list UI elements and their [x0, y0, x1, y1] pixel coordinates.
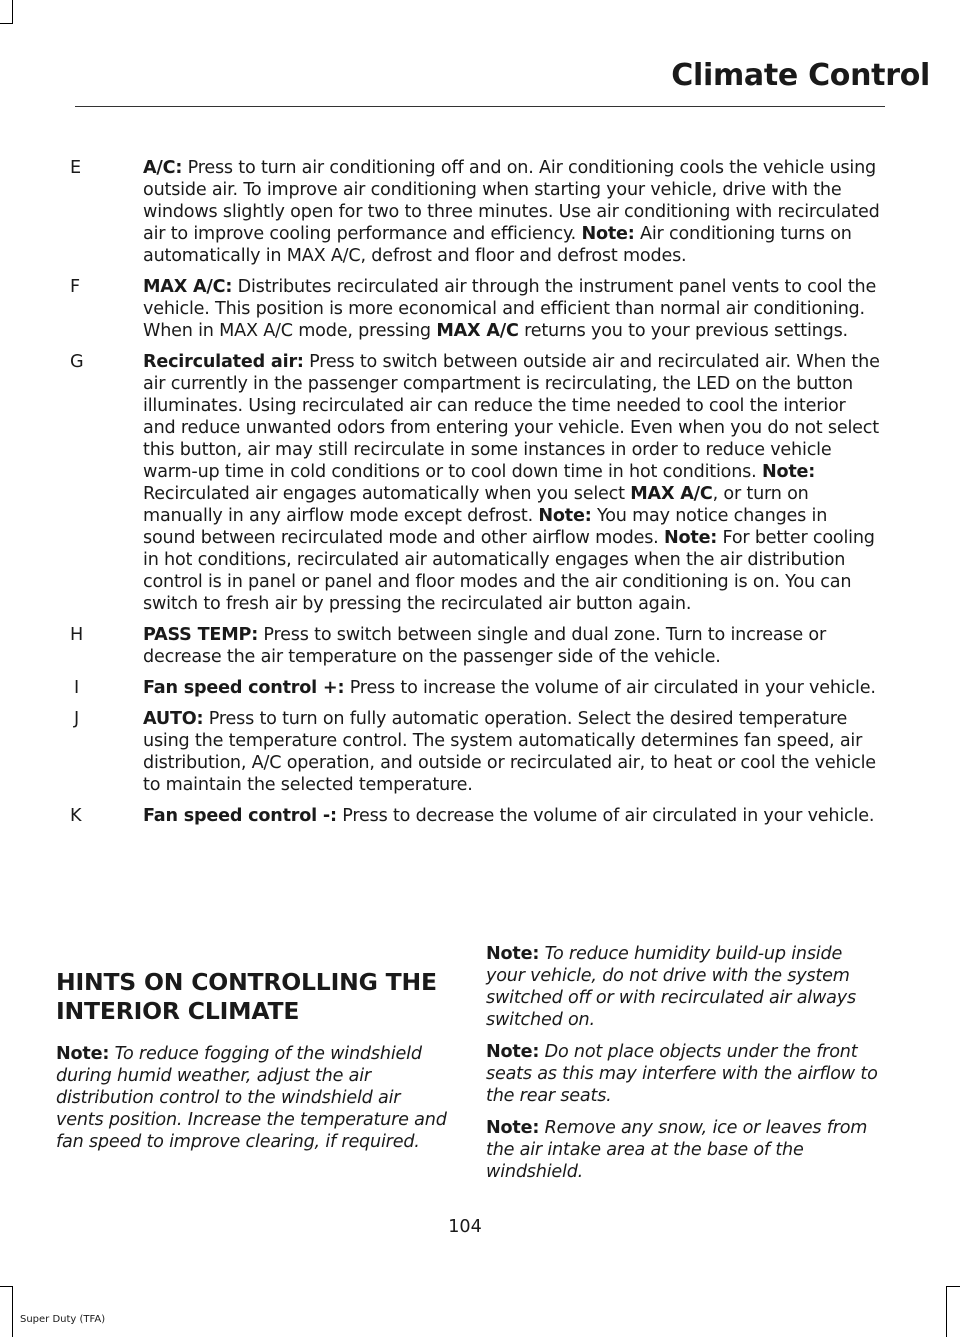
list-item [62, 805, 882, 827]
item-text: Press to turn on fully automatic operation. Select the desired temperature using the temperature control. The system automatically determines fan speed, air distribution, A/C operation, and outside or recirculated air, to heat or cool the vehicle to maintain the selected temperature. [143, 709, 876, 795]
note-text: Do not place objects under the front seats as this may interfere with the airflow to the rear seats. [486, 1042, 878, 1106]
inline-bold: MAX A/C [630, 484, 713, 504]
list-item [62, 624, 882, 668]
item-description [143, 677, 882, 699]
hints-right-column [486, 943, 884, 1193]
note-text: To reduce fogging of the windshield during humid weather, adjust the air distribution control to the windshield air vents position. Increase the temperature and fan speed to improve clearing, if required. [56, 1044, 447, 1152]
item-letter: K [70, 806, 82, 826]
item-text: For better cooling in hot conditions, recirculated air automatically engages when the air distribution control is in panel or panel and floor modes and the air conditioning is on. You can switch to fresh air by pressing the recirculated air button again. [143, 528, 875, 614]
item-letter: I [74, 678, 80, 698]
hint-note [56, 1043, 451, 1153]
item-description [143, 351, 882, 615]
crop-mark [0, 1286, 13, 1287]
hint-note [486, 1041, 884, 1107]
note-label: Note: [56, 1044, 110, 1064]
header-divider [75, 106, 885, 107]
page-title: Climate Control [671, 58, 930, 93]
item-label: A/C: [143, 158, 183, 178]
item-text: , or turn on manually in any airflow mode except defrost. [143, 484, 809, 526]
item-label: Fan speed control +: [143, 678, 345, 698]
item-text: Distributes recirculated air through the instrument panel vents to cool the vehicle. This position is more economical and efficient than normal air conditioning. When in MAX A/C mode, pressing [143, 277, 877, 341]
item-text: Press to switch between single and dual zone. Turn to increase or decrease the air temperature on the passenger side of the vehicle. [143, 625, 827, 667]
crop-mark [946, 1286, 960, 1287]
note-text: To reduce humidity build-up inside your vehicle, do not drive with the system switched off or with recirculated air always switched on. [486, 944, 856, 1030]
note-label: Note: [581, 224, 635, 244]
item-label: AUTO: [143, 709, 204, 729]
crop-mark [946, 1286, 947, 1337]
note-text: Remove any snow, ice or leaves from the air intake area at the base of the windshield. [486, 1118, 868, 1182]
list-item [62, 157, 882, 267]
note-label: Note: [486, 944, 540, 964]
item-label: MAX A/C: [143, 277, 233, 297]
item-text: Press to switch between outside air and recirculated air. When the air currently in the passenger compartment is recirculating, the LED on the button illuminates. Using recirculated air can reduce the time needed to cool the interior and reduce unwanted odors from entering your vehicle. Even when you do not select this button, air may still recirculate in some instances in order to reduce vehicle warm-up time in cold conditions or to cool down time in hot conditions. [143, 352, 880, 482]
crop-mark [12, 0, 13, 24]
crop-mark [12, 1286, 13, 1337]
item-description [143, 805, 882, 827]
footer-model: Super Duty (TFA) [20, 1314, 106, 1325]
section-heading-line: HINTS ON CONTROLLING THE [56, 968, 437, 996]
item-text: Press to decrease the volume of air circulated in your vehicle. [336, 806, 875, 826]
item-label: PASS TEMP: [143, 625, 259, 645]
page-number: 104 [448, 1217, 482, 1237]
item-letter: E [70, 158, 82, 178]
item-text: Press to turn air conditioning off and on. Air conditioning cools the vehicle using outside air. To improve air conditioning when starting your vehicle, drive with the windows slightly open for two to three minutes. Use air conditioning with recirculated air to improve cooling performance and efficiency. [143, 158, 880, 244]
control-item-list [62, 157, 882, 836]
list-item [62, 708, 882, 796]
item-letter: H [70, 625, 84, 645]
note-text: Air conditioning turns on automatically in MAX A/C, defrost and floor and defrost modes. [143, 224, 852, 266]
section-heading [56, 968, 451, 1026]
item-text: You may notice changes in sound between recirculated mode and other airflow modes. [143, 506, 828, 548]
crop-mark [0, 23, 13, 24]
item-description [143, 157, 882, 267]
item-description [143, 624, 882, 668]
item-text: Press to increase the volume of air circulated in your vehicle. [344, 678, 876, 698]
hint-note [486, 1117, 884, 1183]
item-text: Recirculated air engages automatically when you select [143, 484, 631, 504]
item-letter: J [74, 709, 80, 729]
list-item [62, 276, 882, 342]
list-item [62, 351, 882, 615]
note-label: Note: [663, 528, 718, 548]
hints-left-column [56, 968, 451, 1163]
hint-note [486, 943, 884, 1031]
note-label: Note: [761, 462, 816, 482]
item-label: Recirculated air: [143, 352, 304, 372]
item-text: returns you to your previous settings. [518, 321, 848, 341]
item-description [143, 276, 882, 342]
list-item [62, 677, 882, 699]
inline-bold: MAX A/C [436, 321, 519, 341]
item-letter: G [70, 352, 84, 372]
section-heading-line: INTERIOR CLIMATE [56, 997, 300, 1025]
item-description [143, 708, 882, 796]
item-letter: F [70, 277, 81, 297]
note-label: Note: [486, 1042, 540, 1062]
note-label: Note: [538, 506, 592, 526]
item-label: Fan speed control -: [143, 806, 337, 826]
note-label: Note: [486, 1118, 540, 1138]
